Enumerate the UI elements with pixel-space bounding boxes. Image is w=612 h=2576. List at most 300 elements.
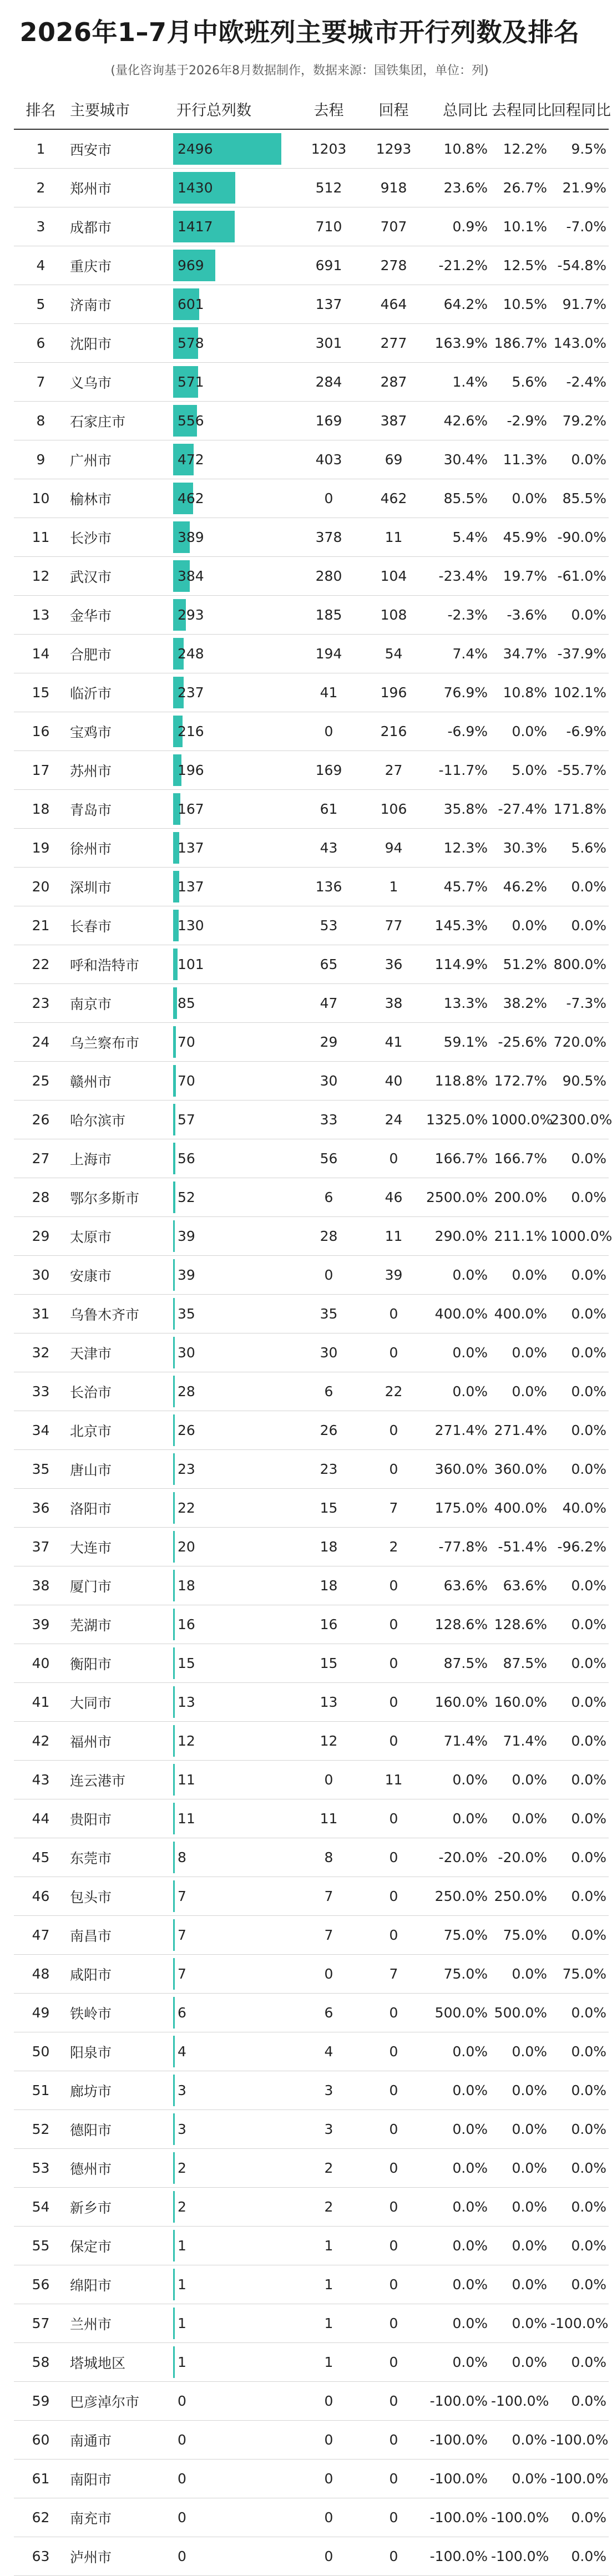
yoy-cell: 360.0% [426, 1450, 491, 1489]
total-value: 4 [178, 2043, 186, 2060]
table-row [14, 479, 609, 518]
total-value: 35 [178, 1306, 195, 1322]
ranking-table [14, 89, 612, 2576]
go-yoy-cell: 45.9% [491, 518, 550, 557]
back-yoy-cell: 0.0% [550, 1178, 609, 1217]
back-cell: 38 [361, 984, 426, 1023]
back-cell: 0 [361, 1295, 426, 1333]
back-cell: 0 [361, 2110, 426, 2149]
yoy-cell: 35.8% [426, 790, 491, 829]
back-cell: 1293 [361, 129, 426, 169]
total-value: 556 [178, 413, 204, 429]
back-yoy-cell: -61.0% [550, 557, 609, 596]
back-cell: 287 [361, 363, 426, 402]
total-cell [173, 2498, 296, 2537]
table-row [14, 1062, 609, 1101]
back-yoy-cell: 0.0% [550, 1722, 609, 1761]
table-row [14, 1799, 609, 1838]
back-cell: 106 [361, 790, 426, 829]
table-row [14, 2421, 609, 2460]
total-cell [173, 1256, 296, 1295]
back-cell: 41 [361, 1023, 426, 1062]
table-row [14, 1333, 609, 1372]
go-yoy-cell: 0.0% [491, 2071, 550, 2110]
total-value: 0 [178, 2393, 186, 2409]
total-value: 3 [178, 2121, 186, 2137]
rank-cell: 17 [14, 751, 68, 790]
yoy-cell: 1325.0% [426, 1101, 491, 1139]
go-cell: 6 [296, 1994, 361, 2032]
rank-cell: 18 [14, 790, 68, 829]
total-value: 2496 [178, 141, 213, 157]
table-row [14, 829, 609, 868]
back-yoy-cell: -100.0% [550, 2421, 609, 2460]
total-value: 1 [178, 2315, 186, 2331]
yoy-cell: -100.0% [426, 2498, 491, 2537]
go-cell: 30 [296, 1062, 361, 1101]
table-row [14, 1605, 609, 1644]
go-cell: 403 [296, 440, 361, 479]
total-value: 3 [178, 2082, 186, 2098]
go-cell: 11 [296, 1799, 361, 1838]
back-cell: 0 [361, 1994, 426, 2032]
city-cell: 金华市 [68, 596, 173, 635]
yoy-cell: 0.0% [426, 1799, 491, 1838]
table-row [14, 1023, 609, 1062]
rank-cell: 39 [14, 1605, 68, 1644]
go-cell: 194 [296, 635, 361, 673]
go-cell: 691 [296, 246, 361, 285]
total-cell [173, 363, 296, 402]
back-cell: 0 [361, 2071, 426, 2110]
back-cell: 0 [361, 1877, 426, 1916]
rank-cell: 12 [14, 557, 68, 596]
total-value: 11 [178, 1772, 195, 1788]
city-cell: 兰州市 [68, 2304, 173, 2343]
go-cell: 0 [296, 1761, 361, 1799]
go-yoy-cell: 38.2% [491, 984, 550, 1023]
table-row [14, 1217, 609, 1256]
go-cell: 6 [296, 1178, 361, 1217]
table-row [14, 1295, 609, 1333]
go-yoy-cell: -51.4% [491, 1528, 550, 1566]
back-yoy-cell: 5.6% [550, 829, 609, 868]
go-yoy-cell: 0.0% [491, 1799, 550, 1838]
go-cell: 35 [296, 1295, 361, 1333]
go-cell: 4 [296, 2032, 361, 2071]
total-value: 15 [178, 1655, 195, 1671]
go-cell: 0 [296, 1955, 361, 1994]
total-value: 1430 [178, 180, 213, 196]
go-cell: 1 [296, 2304, 361, 2343]
total-value: 7 [178, 1927, 186, 1943]
total-cell [173, 2537, 296, 2576]
table-row [14, 2149, 609, 2188]
rank-cell: 56 [14, 2265, 68, 2304]
total-cell [173, 1372, 296, 1411]
city-cell: 泸州市 [68, 2537, 173, 2576]
city-cell: 宝鸡市 [68, 712, 173, 751]
back-yoy-cell: 0.0% [550, 1411, 609, 1450]
rank-cell: 53 [14, 2149, 68, 2188]
rank-cell: 51 [14, 2071, 68, 2110]
rank-cell: 4 [14, 246, 68, 285]
city-cell: 南昌市 [68, 1916, 173, 1955]
table-row [14, 1683, 609, 1722]
back-cell: 0 [361, 1333, 426, 1372]
total-value: 7 [178, 1888, 186, 1904]
table-row [14, 363, 609, 402]
total-cell [173, 906, 296, 945]
go-yoy-cell: 500.0% [491, 1994, 550, 2032]
total-value: 0 [178, 2471, 186, 2487]
yoy-cell: 160.0% [426, 1683, 491, 1722]
total-value: 0 [178, 2548, 186, 2564]
rank-cell: 49 [14, 1994, 68, 2032]
go-yoy-cell: 0.0% [491, 2460, 550, 2498]
city-cell: 铁岭市 [68, 1994, 173, 2032]
total-value: 472 [178, 452, 204, 468]
yoy-cell: 71.4% [426, 1722, 491, 1761]
city-cell: 天津市 [68, 1333, 173, 1372]
total-value: 2 [178, 2160, 186, 2176]
table-row [14, 2537, 609, 2576]
go-yoy-cell: 0.0% [491, 2149, 550, 2188]
back-cell: 0 [361, 1605, 426, 1644]
go-yoy-cell: 400.0% [491, 1295, 550, 1333]
go-yoy-cell: 30.3% [491, 829, 550, 868]
table-row [14, 246, 609, 285]
go-yoy-cell: 10.8% [491, 673, 550, 712]
total-cell [173, 1916, 296, 1955]
back-cell: 39 [361, 1256, 426, 1295]
go-cell: 136 [296, 868, 361, 906]
go-cell: 0 [296, 479, 361, 518]
total-value: 2 [178, 2199, 186, 2215]
total-cell [173, 246, 296, 285]
total-value: 22 [178, 1500, 195, 1516]
go-yoy-cell: 5.6% [491, 363, 550, 402]
back-yoy-cell: 91.7% [550, 285, 609, 324]
rank-cell: 26 [14, 1101, 68, 1139]
go-yoy-cell: 75.0% [491, 1916, 550, 1955]
rank-cell: 37 [14, 1528, 68, 1566]
go-yoy-cell: 271.4% [491, 1411, 550, 1450]
city-cell: 哈尔滨市 [68, 1101, 173, 1139]
yoy-cell: 0.0% [426, 2304, 491, 2343]
go-yoy-cell: 26.7% [491, 169, 550, 207]
rank-cell: 63 [14, 2537, 68, 2576]
table-row [14, 635, 609, 673]
back-yoy-cell: -7.3% [550, 984, 609, 1023]
total-cell [173, 1411, 296, 1450]
back-cell: 0 [361, 1916, 426, 1955]
total-value: 23 [178, 1461, 195, 1477]
total-value: 130 [178, 917, 204, 934]
city-cell: 深圳市 [68, 868, 173, 906]
back-yoy-cell: 0.0% [550, 440, 609, 479]
table-row [14, 1916, 609, 1955]
go-cell: 0 [296, 2537, 361, 2576]
table-header [14, 89, 609, 129]
back-yoy-cell: 0.0% [550, 1799, 609, 1838]
city-cell: 广州市 [68, 440, 173, 479]
back-yoy-cell: 0.0% [550, 1566, 609, 1605]
go-yoy-cell: 63.6% [491, 1566, 550, 1605]
yoy-cell: 0.0% [426, 1761, 491, 1799]
back-yoy-cell: 0.0% [550, 2188, 609, 2227]
city-cell: 乌兰察布市 [68, 1023, 173, 1062]
go-cell: 43 [296, 829, 361, 868]
rank-cell: 44 [14, 1799, 68, 1838]
city-cell: 巴彦淖尔市 [68, 2382, 173, 2421]
city-cell: 南充市 [68, 2498, 173, 2537]
back-yoy-cell: 0.0% [550, 868, 609, 906]
back-cell: 462 [361, 479, 426, 518]
table-row [14, 2071, 609, 2110]
yoy-cell: 13.3% [426, 984, 491, 1023]
total-cell [173, 2460, 296, 2498]
rank-cell: 45 [14, 1838, 68, 1877]
back-cell: 0 [361, 2304, 426, 2343]
go-cell: 8 [296, 1838, 361, 1877]
header-row [14, 89, 609, 129]
back-yoy-cell: 75.0% [550, 1955, 609, 1994]
go-cell: 301 [296, 324, 361, 363]
go-cell: 185 [296, 596, 361, 635]
go-cell: 56 [296, 1139, 361, 1178]
go-yoy-cell: 186.7% [491, 324, 550, 363]
yoy-cell: 0.0% [426, 2265, 491, 2304]
city-cell: 包头市 [68, 1877, 173, 1916]
total-value: 18 [178, 1578, 195, 1594]
city-cell: 南京市 [68, 984, 173, 1023]
go-cell: 0 [296, 2460, 361, 2498]
go-yoy-cell: 0.0% [491, 479, 550, 518]
go-cell: 284 [296, 363, 361, 402]
city-cell: 阳泉市 [68, 2032, 173, 2071]
table-row [14, 1994, 609, 2032]
table-row [14, 984, 609, 1023]
total-cell [173, 1761, 296, 1799]
table-row [14, 1644, 609, 1683]
go-yoy-cell: 0.0% [491, 2032, 550, 2071]
total-cell [173, 712, 296, 751]
city-cell: 武汉市 [68, 557, 173, 596]
go-cell: 137 [296, 285, 361, 324]
total-value: 1 [178, 2276, 186, 2293]
table-row [14, 402, 609, 440]
yoy-cell: -6.9% [426, 712, 491, 751]
back-cell: 0 [361, 1683, 426, 1722]
total-cell [173, 1178, 296, 1217]
total-cell [173, 945, 296, 984]
back-cell: 0 [361, 2265, 426, 2304]
yoy-cell: 0.0% [426, 2149, 491, 2188]
go-cell: 53 [296, 906, 361, 945]
total-value: 389 [178, 529, 204, 545]
table-row [14, 1722, 609, 1761]
back-cell: 0 [361, 2188, 426, 2227]
total-value: 52 [178, 1189, 195, 1205]
table-body [14, 129, 612, 2576]
rank-cell: 52 [14, 2110, 68, 2149]
back-cell: 11 [361, 518, 426, 557]
go-cell: 15 [296, 1489, 361, 1528]
back-cell: 0 [361, 1566, 426, 1605]
rank-cell: 27 [14, 1139, 68, 1178]
total-value: 12 [178, 1733, 195, 1749]
go-yoy-cell: 5.0% [491, 751, 550, 790]
go-yoy-cell: -2.9% [491, 402, 550, 440]
total-cell [173, 1955, 296, 1994]
go-yoy-cell: -100.0% [491, 2498, 550, 2537]
back-cell: 1 [361, 868, 426, 906]
rank-cell: 54 [14, 2188, 68, 2227]
go-yoy-cell: 200.0% [491, 1178, 550, 1217]
total-value: 1417 [178, 219, 213, 235]
back-yoy-cell: 0.0% [550, 1683, 609, 1722]
rank-cell: 48 [14, 1955, 68, 1994]
rank-cell: 60 [14, 2421, 68, 2460]
back-yoy-cell: -37.9% [550, 635, 609, 673]
go-yoy-cell: 12.5% [491, 246, 550, 285]
go-cell: 65 [296, 945, 361, 984]
back-cell: 277 [361, 324, 426, 363]
rank-cell: 9 [14, 440, 68, 479]
go-yoy-cell: 166.7% [491, 1139, 550, 1178]
rank-cell: 32 [14, 1333, 68, 1372]
total-value: 56 [178, 1150, 195, 1167]
go-cell: 512 [296, 169, 361, 207]
yoy-cell: 175.0% [426, 1489, 491, 1528]
total-cell [173, 2343, 296, 2382]
total-value: 28 [178, 1383, 195, 1399]
rank-cell: 31 [14, 1295, 68, 1333]
total-value: 237 [178, 684, 204, 701]
total-value: 11 [178, 1811, 195, 1827]
go-yoy-cell: -100.0% [491, 2537, 550, 2576]
city-cell: 重庆市 [68, 246, 173, 285]
back-cell: 36 [361, 945, 426, 984]
yoy-cell: 0.0% [426, 2110, 491, 2149]
back-cell: 94 [361, 829, 426, 868]
city-cell: 衡阳市 [68, 1644, 173, 1683]
back-yoy-cell: 0.0% [550, 2265, 609, 2304]
go-yoy-cell: 87.5% [491, 1644, 550, 1683]
city-cell: 合肥市 [68, 635, 173, 673]
total-value: 20 [178, 1539, 195, 1555]
city-cell: 安康市 [68, 1256, 173, 1295]
go-cell: 0 [296, 2382, 361, 2421]
back-cell: 24 [361, 1101, 426, 1139]
city-cell: 北京市 [68, 1411, 173, 1450]
yoy-cell: 75.0% [426, 1955, 491, 1994]
yoy-cell: 87.5% [426, 1644, 491, 1683]
total-cell [173, 479, 296, 518]
yoy-cell: 64.2% [426, 285, 491, 324]
go-cell: 18 [296, 1566, 361, 1605]
go-cell: 378 [296, 518, 361, 557]
yoy-cell: 42.6% [426, 402, 491, 440]
back-yoy-cell: 0.0% [550, 2382, 609, 2421]
go-cell: 33 [296, 1101, 361, 1139]
back-cell: 0 [361, 2460, 426, 2498]
back-cell: 0 [361, 1799, 426, 1838]
go-cell: 710 [296, 207, 361, 246]
city-cell: 榆林市 [68, 479, 173, 518]
back-yoy-cell: 0.0% [550, 1838, 609, 1877]
total-cell [173, 207, 296, 246]
total-cell [173, 2382, 296, 2421]
yoy-cell: 30.4% [426, 440, 491, 479]
go-cell: 3 [296, 2110, 361, 2149]
total-value: 196 [178, 762, 204, 778]
total-cell [173, 1994, 296, 2032]
total-cell [173, 440, 296, 479]
rank-cell: 21 [14, 906, 68, 945]
total-cell [173, 1217, 296, 1256]
table-row [14, 1955, 609, 1994]
rank-cell: 33 [14, 1372, 68, 1411]
back-cell: 11 [361, 1761, 426, 1799]
back-cell: 2 [361, 1528, 426, 1566]
city-cell: 鄂尔多斯市 [68, 1178, 173, 1217]
back-yoy-cell: 800.0% [550, 945, 609, 984]
yoy-cell: 12.3% [426, 829, 491, 868]
table-row [14, 518, 609, 557]
back-yoy-cell: 40.0% [550, 1489, 609, 1528]
rank-cell: 57 [14, 2304, 68, 2343]
yoy-cell: 500.0% [426, 1994, 491, 2032]
yoy-cell: -21.2% [426, 246, 491, 285]
table-row [14, 169, 609, 207]
table-row [14, 1411, 609, 1450]
city-cell: 新乡市 [68, 2188, 173, 2227]
back-yoy-cell: -6.9% [550, 712, 609, 751]
city-cell: 贵阳市 [68, 1799, 173, 1838]
go-yoy-cell: 0.0% [491, 906, 550, 945]
back-yoy-cell: -96.2% [550, 1528, 609, 1566]
back-cell: 11 [361, 1217, 426, 1256]
go-cell: 7 [296, 1916, 361, 1955]
yoy-cell: -77.8% [426, 1528, 491, 1566]
back-cell: 27 [361, 751, 426, 790]
rank-cell: 22 [14, 945, 68, 984]
rank-cell: 25 [14, 1062, 68, 1101]
yoy-cell: 128.6% [426, 1605, 491, 1644]
go-cell: 12 [296, 1722, 361, 1761]
go-yoy-cell: -25.6% [491, 1023, 550, 1062]
back-cell: 0 [361, 2421, 426, 2460]
go-yoy-cell: 51.2% [491, 945, 550, 984]
city-cell: 连云港市 [68, 1761, 173, 1799]
total-cell [173, 1450, 296, 1489]
back-yoy-cell: 0.0% [550, 1761, 609, 1799]
back-yoy-cell: 0.0% [550, 596, 609, 635]
yoy-cell: 166.7% [426, 1139, 491, 1178]
city-cell: 沈阳市 [68, 324, 173, 363]
back-yoy-cell: 9.5% [550, 129, 609, 169]
back-cell: 0 [361, 1722, 426, 1761]
back-cell: 77 [361, 906, 426, 945]
total-cell [173, 285, 296, 324]
total-cell [173, 1023, 296, 1062]
back-yoy-cell: 85.5% [550, 479, 609, 518]
table-row [14, 868, 609, 906]
go-cell: 169 [296, 402, 361, 440]
total-cell [173, 868, 296, 906]
